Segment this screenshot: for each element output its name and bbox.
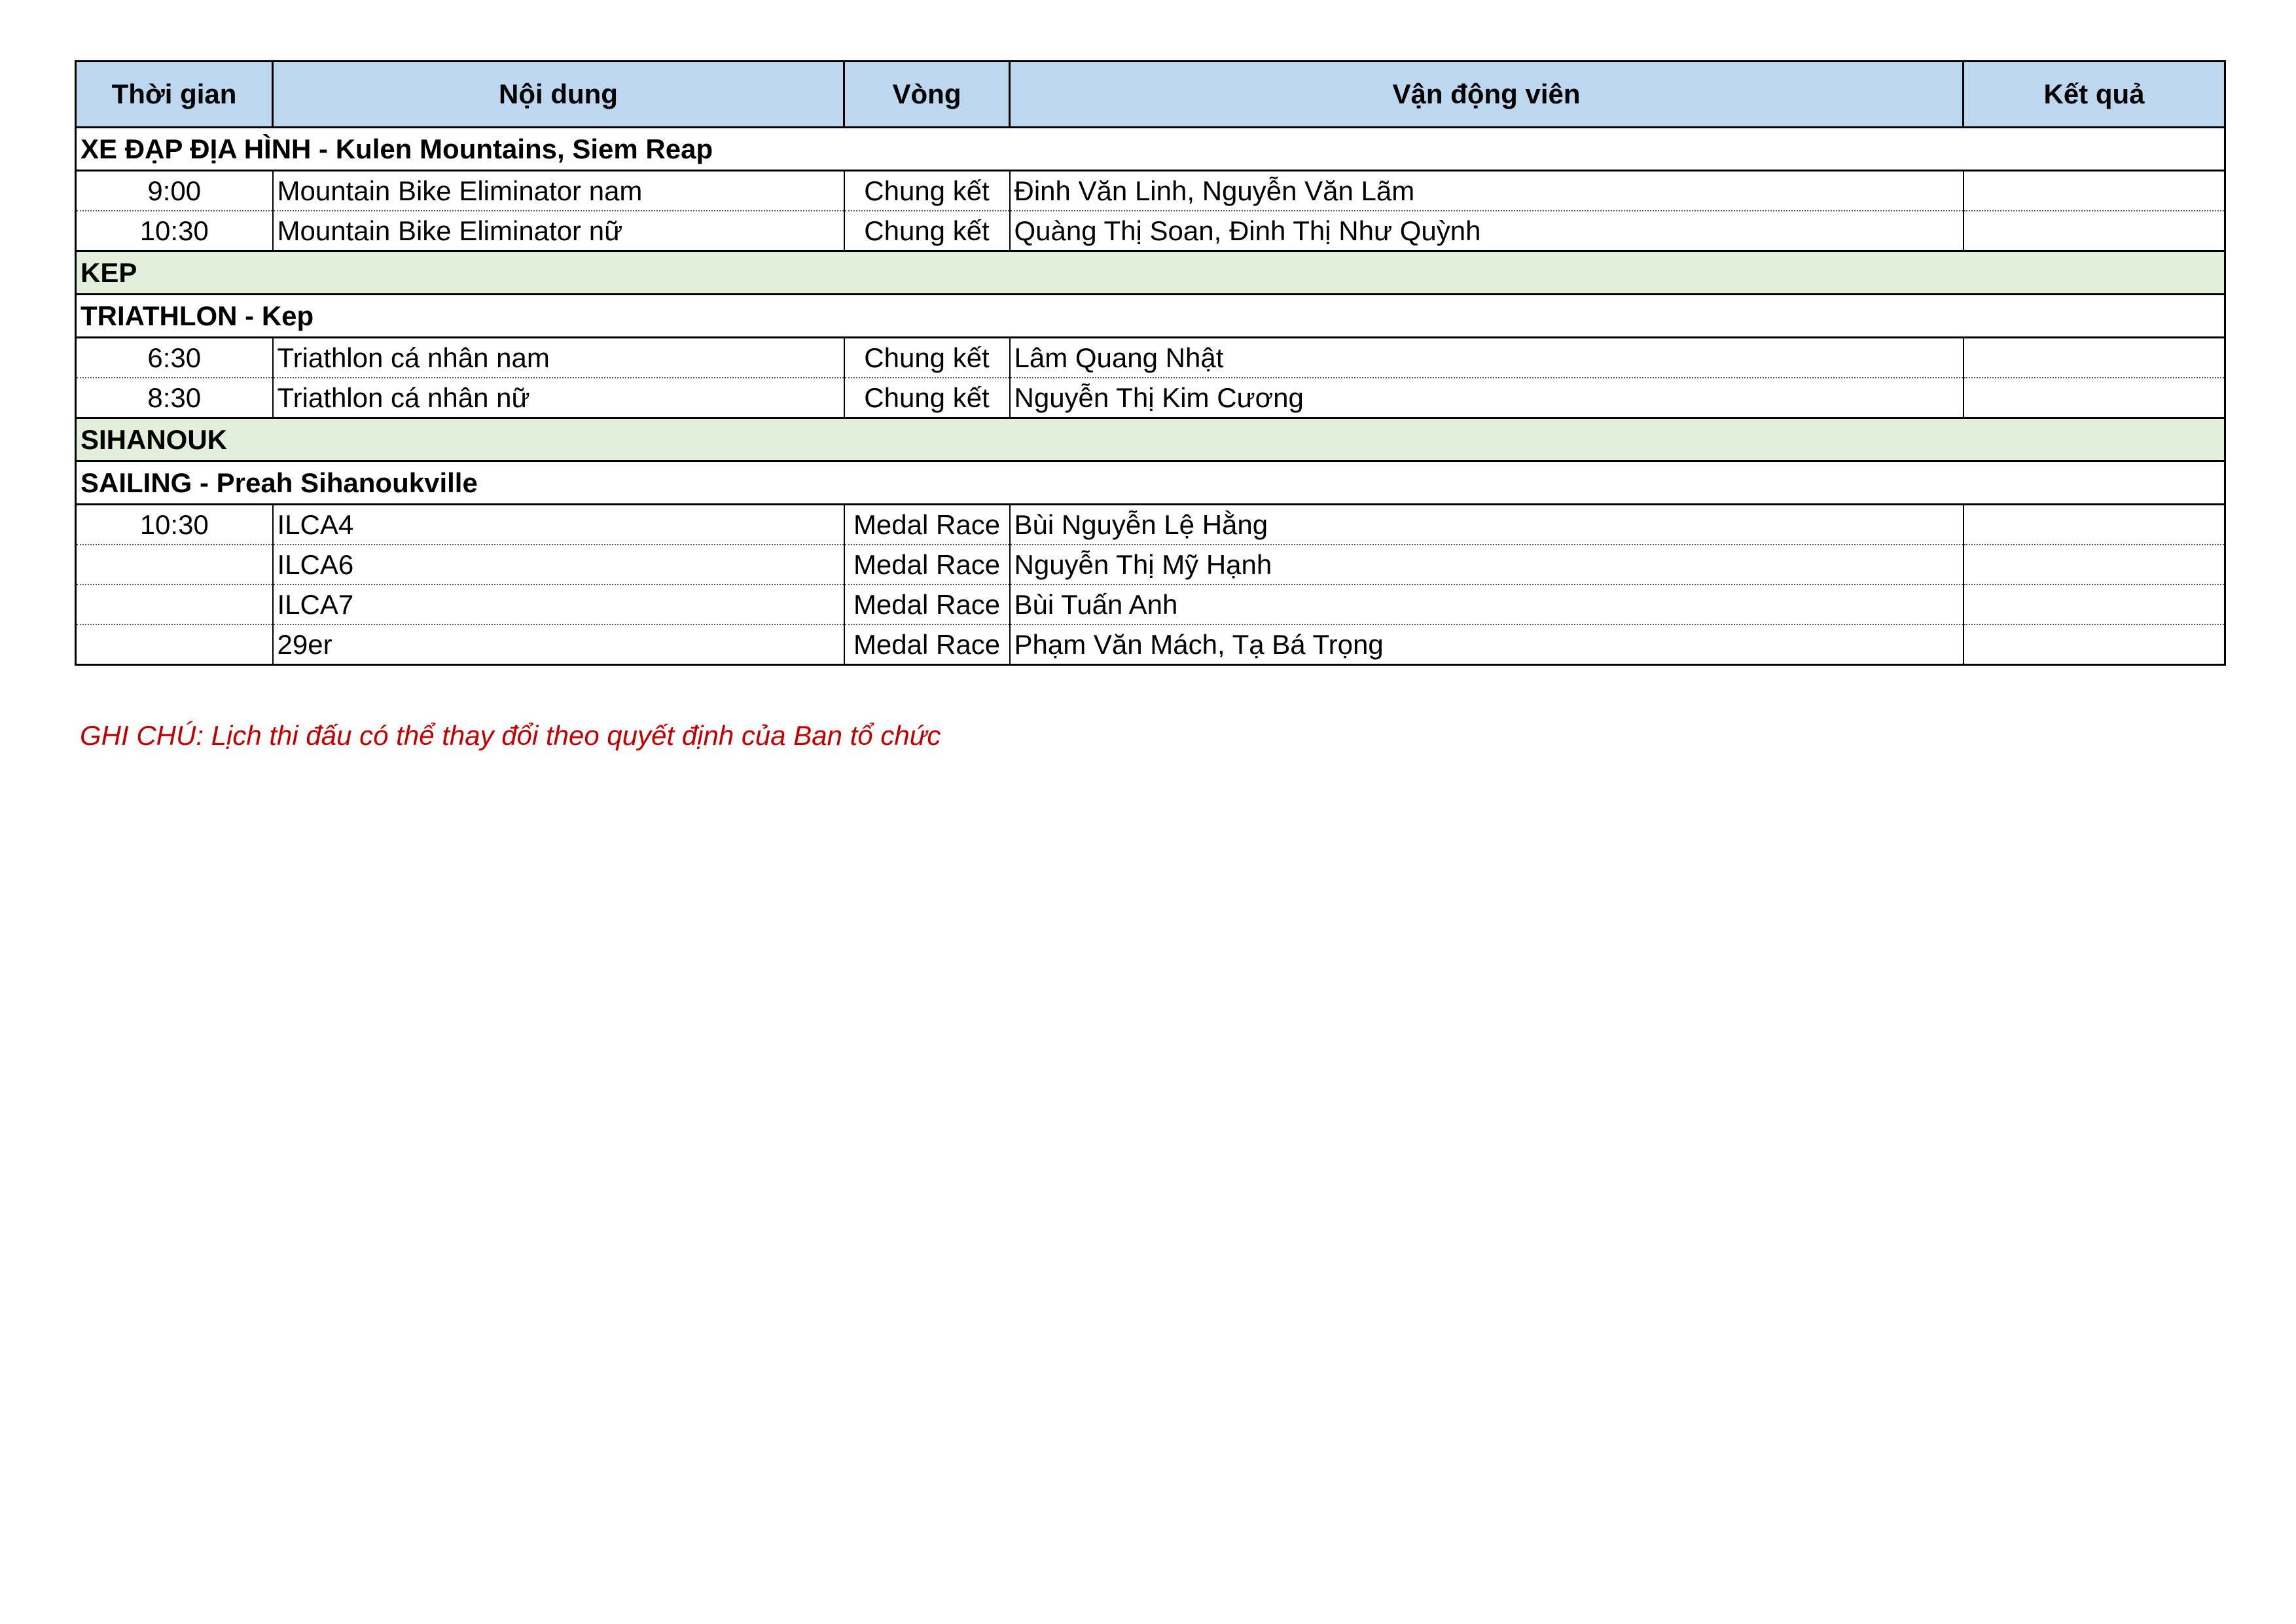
athletes-cell: Nguyễn Thị Kim Cương [1010,378,1964,418]
table-row [76,171,2225,211]
athletes-cell: Lâm Quang Nhật [1010,338,1964,378]
header-time: Thời gian [76,62,273,128]
header-result: Kết quả [1964,62,2225,128]
round-cell: Chung kết [844,378,1010,418]
table-row [76,624,2225,665]
location-title: SIHANOUK [76,418,2225,461]
athletes-cell: Đinh Văn Linh, Nguyễn Văn Lãm [1010,171,1964,211]
result-cell [1964,171,2225,211]
event-cell: ILCA7 [273,585,844,624]
athletes-cell: Bùi Tuấn Anh [1010,585,1964,624]
sport-title: XE ĐẠP ĐỊA HÌNH - Kulen Mountains, Siem Reap [76,128,2225,171]
round-cell: Medal Race [844,505,1010,545]
time-cell: 8:30 [76,378,273,418]
result-cell [1964,545,2225,585]
header-row [76,62,2225,128]
result-cell [1964,378,2225,418]
time-cell [76,545,273,585]
time-cell [76,624,273,665]
table-row [76,378,2225,418]
event-cell: ILCA6 [273,545,844,585]
athletes-cell: Bùi Nguyễn Lệ Hằng [1010,505,1964,545]
table-row [76,211,2225,251]
event-cell: ILCA4 [273,505,844,545]
location-title: KEP [76,251,2225,295]
event-cell: Mountain Bike Eliminator nữ [273,211,844,251]
round-cell: Medal Race [844,624,1010,665]
sport-row [76,128,2225,171]
result-cell [1964,338,2225,378]
location-row [76,251,2225,295]
result-cell [1964,585,2225,624]
athletes-cell: Phạm Văn Mách, Tạ Bá Trọng [1010,624,1964,665]
table-row [76,505,2225,545]
table-row [76,545,2225,585]
time-cell: 9:00 [76,171,273,211]
athletes-cell: Nguyễn Thị Mỹ Hạnh [1010,545,1964,585]
result-cell [1964,211,2225,251]
athletes-cell: Quàng Thị Soan, Đinh Thị Như Quỳnh [1010,211,1964,251]
table-row [76,585,2225,624]
result-cell [1964,624,2225,665]
round-cell: Chung kết [844,338,1010,378]
round-cell: Medal Race [844,545,1010,585]
time-cell: 10:30 [76,211,273,251]
round-cell: Medal Race [844,585,1010,624]
table-row [76,338,2225,378]
round-cell: Chung kết [844,211,1010,251]
result-cell [1964,505,2225,545]
sport-row [76,295,2225,338]
location-row [76,418,2225,461]
time-cell: 6:30 [76,338,273,378]
round-cell: Chung kết [844,171,1010,211]
header-event: Nội dung [273,62,844,128]
header-round: Vòng [844,62,1010,128]
sport-title: TRIATHLON - Kep [76,295,2225,338]
event-cell: 29er [273,624,844,665]
event-cell: Mountain Bike Eliminator nam [273,171,844,211]
time-cell [76,585,273,624]
header-athletes: Vận động viên [1010,62,1964,128]
time-cell: 10:30 [76,505,273,545]
sport-row [76,461,2225,505]
sport-title: SAILING - Preah Sihanoukville [76,461,2225,505]
event-cell: Triathlon cá nhân nữ [273,378,844,418]
schedule-table [75,60,2226,666]
event-cell: Triathlon cá nhân nam [273,338,844,378]
schedule-note: GHI CHÚ: Lịch thi đấu có thể thay đổi theo quyết định của Ban tổ chức [80,720,941,751]
